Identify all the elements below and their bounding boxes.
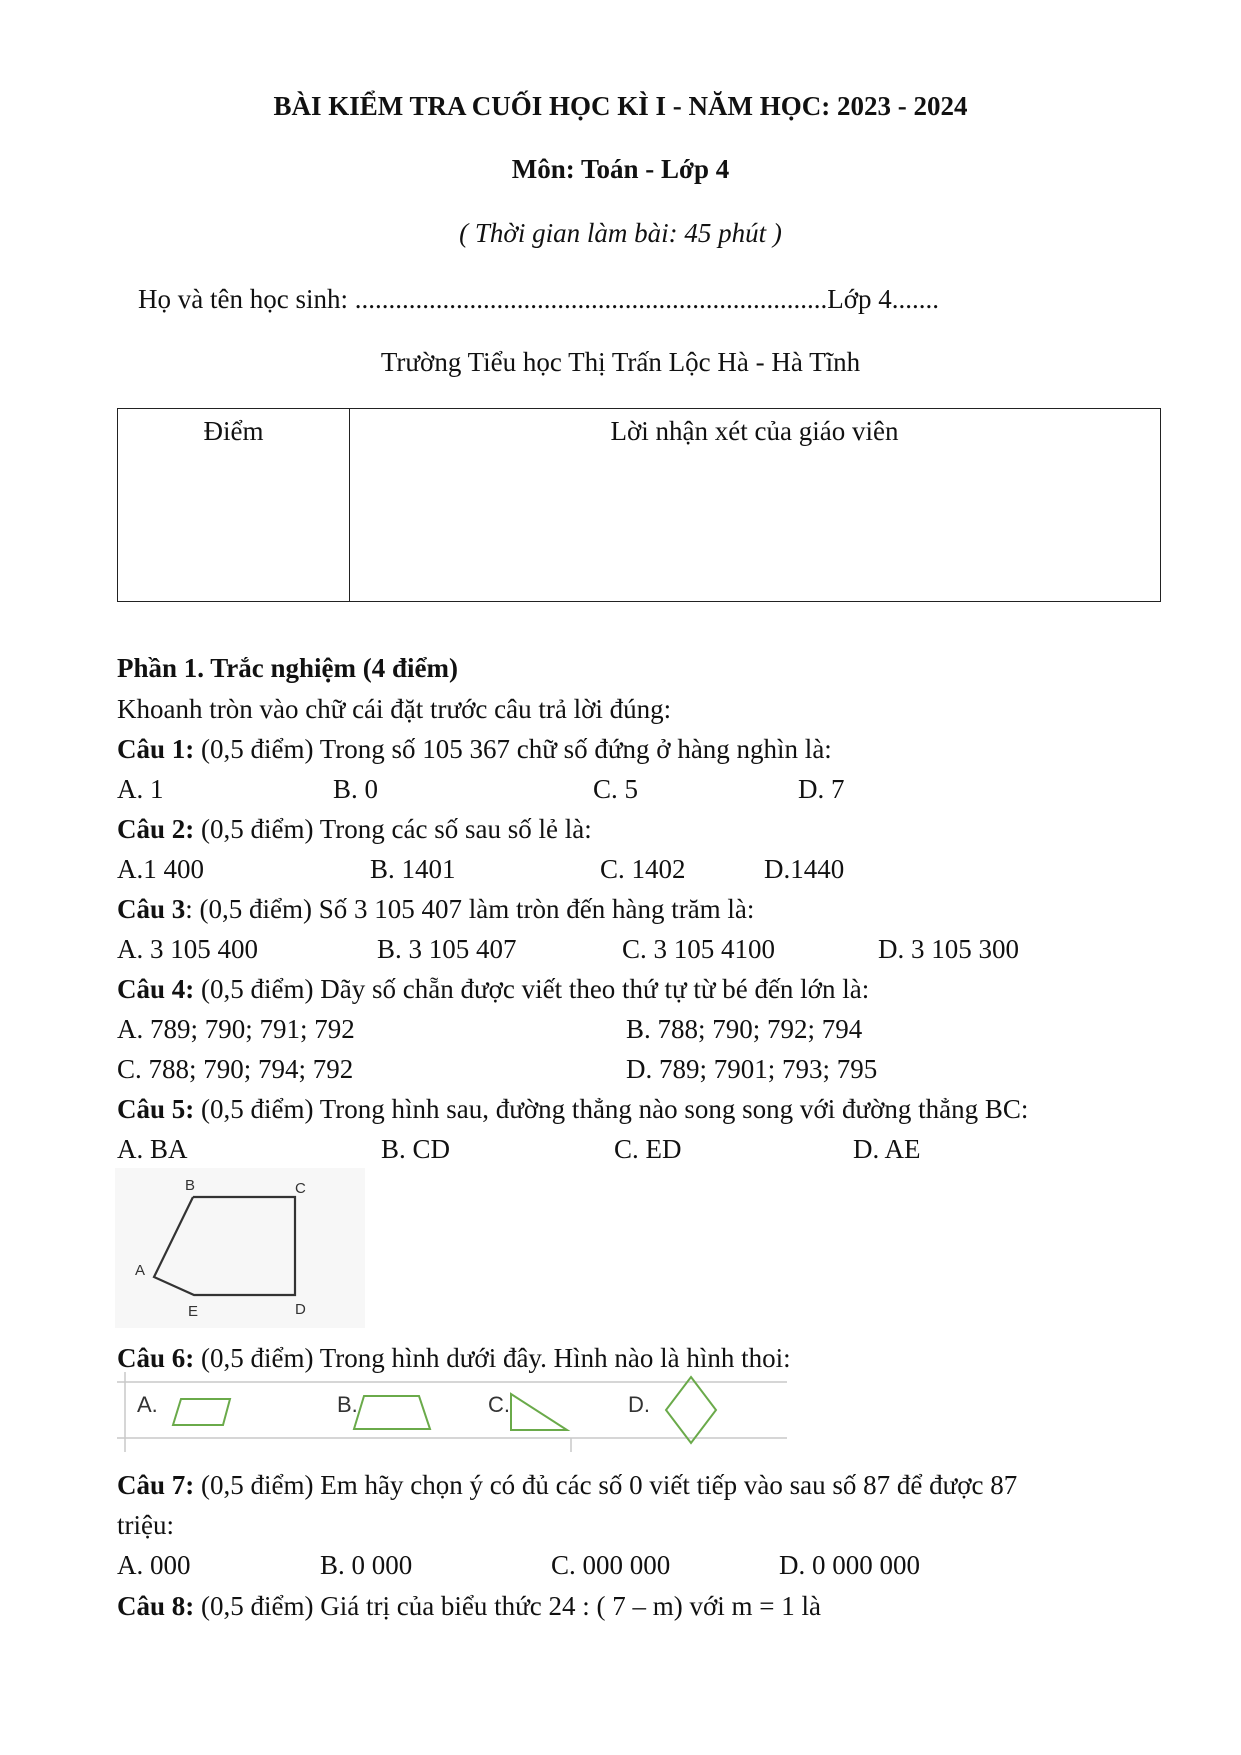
q7-option-c: C. 000 000 (551, 1550, 671, 1580)
grade-table (117, 408, 1161, 602)
q4-option-c: C. 788; 790; 794; 792 (117, 1054, 354, 1084)
shapes-figure (117, 1372, 787, 1452)
part1-title: Phần 1. Trắc nghiệm (4 điểm) (117, 653, 458, 683)
teacher-comment-header: Lời nhận xét của giáo viên (610, 416, 899, 446)
label-b: B (185, 1177, 196, 1194)
rhombus-shape (666, 1377, 716, 1443)
question-6: Câu 6: (0,5 điểm) Trong hình dưới đây. Hình nào là hình thoi: (117, 1343, 791, 1373)
q7-option-d: D. 0 000 000 (779, 1550, 920, 1580)
q3-option-b: B. 3 105 407 (377, 934, 517, 964)
q4-option-a: A. 789; 790; 791; 792 (117, 1014, 355, 1044)
q5-option-d: D. AE (853, 1134, 921, 1164)
parallelogram-shape (173, 1399, 230, 1425)
figure-background (115, 1168, 365, 1328)
q5-option-b: B. CD (381, 1134, 451, 1164)
q3-option-a: A. 3 105 400 (117, 934, 258, 964)
question-3: Câu 3: (0,5 điểm) Số 3 105 407 làm tròn đến hàng trăm là: (117, 894, 755, 924)
q2-option-b: B. 1401 (370, 854, 456, 884)
q3-option-c: C. 3 105 4100 (622, 934, 776, 964)
label-d: D (295, 1301, 306, 1318)
question-5: Câu 5: (0,5 điểm) Trong hình sau, đường thẳng nào song song với đường thẳng BC: (117, 1094, 1029, 1124)
q5-option-a: A. BA (117, 1134, 188, 1164)
q7-option-b: B. 0 000 (320, 1550, 413, 1580)
q2-option-c: C. 1402 (600, 854, 686, 884)
q7-option-a: A. 000 (117, 1550, 191, 1580)
part1-instruction: Khoanh tròn vào chữ cái đặt trước câu trả lời đúng: (117, 694, 672, 724)
q1-option-c: C. 5 (593, 774, 639, 804)
q4-option-d: D. 789; 7901; 793; 795 (626, 1054, 878, 1084)
label-a: A (135, 1262, 146, 1279)
question-8: Câu 8: (0,5 điểm) Giá trị của biểu thức 24 : ( 7 – m) với m = 1 là (117, 1591, 822, 1621)
shape-c-label: C. (488, 1392, 510, 1417)
triangle-shape (511, 1394, 567, 1430)
q1-option-a: A. 1 (117, 774, 164, 804)
question-7-continued: triệu: (117, 1510, 174, 1540)
label-e: E (188, 1303, 199, 1320)
subject-line: Môn: Toán - Lớp 4 (511, 154, 730, 184)
trapezoid-shape (354, 1396, 430, 1429)
question-2: Câu 2: (0,5 điểm) Trong các số sau số lẻ là: (117, 814, 592, 844)
score-header: Điểm (203, 416, 264, 446)
q3-option-d: D. 3 105 300 (878, 934, 1019, 964)
shape-b-label: B. (337, 1392, 358, 1417)
q5-option-c: C. ED (614, 1134, 682, 1164)
q4-option-b: B. 788; 790; 792; 794 (626, 1014, 863, 1044)
q2-option-d: D.1440 (764, 854, 845, 884)
q2-option-a: A.1 400 (117, 854, 204, 884)
question-7: Câu 7: (0,5 điểm) Em hãy chọn ý có đủ các số 0 viết tiếp vào sau số 87 để được 87 (117, 1470, 1018, 1500)
q1-option-b: B. 0 (333, 774, 379, 804)
question-4: Câu 4: (0,5 điểm) Dãy số chẵn được viết theo thứ tự từ bé đến lớn là: (117, 974, 870, 1004)
time-line: ( Thời gian làm bài: 45 phút ) (459, 218, 782, 248)
label-c: C (295, 1180, 306, 1197)
shape-d-label: D. (628, 1392, 650, 1417)
shape-a-label: A. (137, 1392, 158, 1417)
q1-option-d: D. 7 (798, 774, 845, 804)
school-name: Trường Tiểu học Thị Trấn Lộc Hà - Hà Tĩnh (380, 347, 861, 377)
question-1: Câu 1: (0,5 điểm) Trong số 105 367 chữ số đứng ở hàng nghìn là: (117, 734, 832, 764)
exam-title: BÀI KIỂM TRA CUỐI HỌC KÌ I - NĂM HỌC: 2023 - 2024 (273, 91, 968, 121)
pentagon-figure (115, 1168, 365, 1328)
student-name-line: Họ và tên học sinh: ......................................................................Lớp 4....... (138, 284, 939, 314)
